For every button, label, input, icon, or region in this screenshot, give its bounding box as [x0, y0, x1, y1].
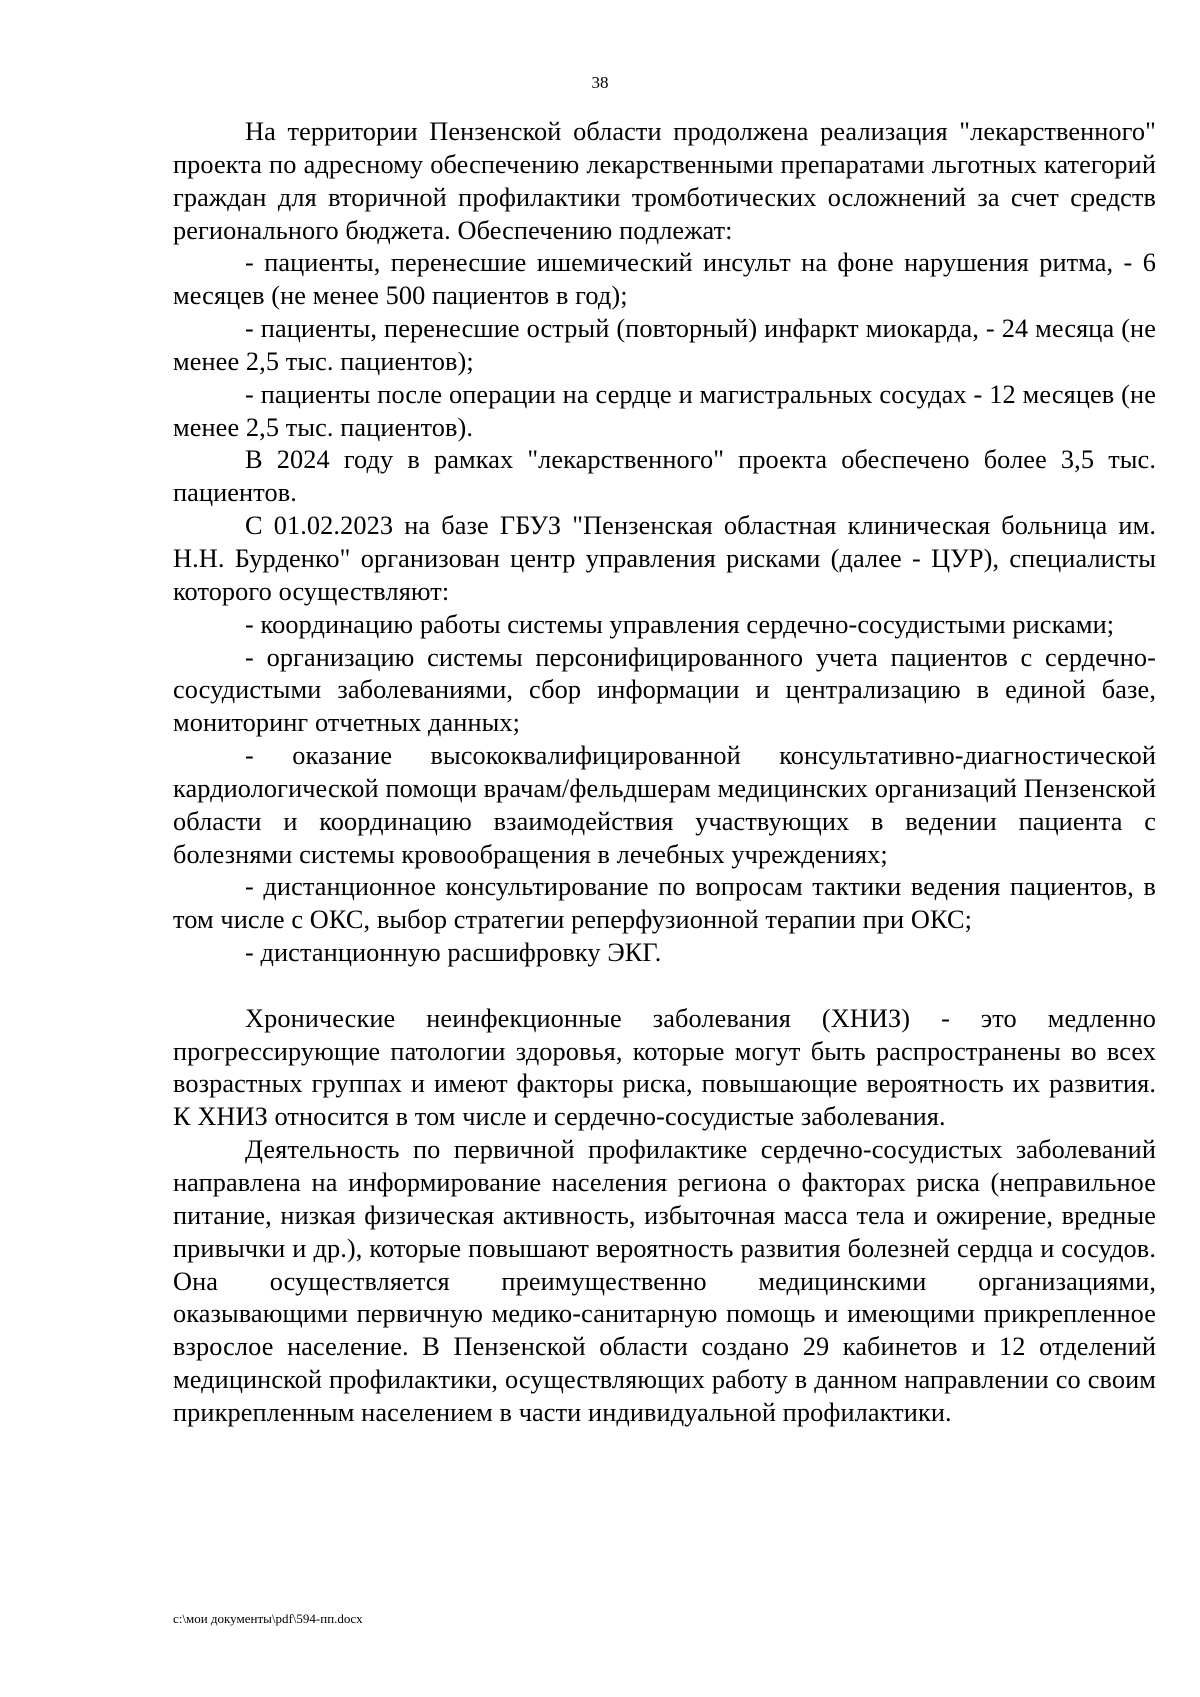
document-body	[173, 116, 1156, 1430]
list-item-ecg-decoding: - дистанционную расшифровку ЭКГ.	[245, 938, 662, 968]
paragraph-chronic-diseases: Хронические неинфекционные заболевания (ХНИЗ) - это медленно прогрессирующие патологии здоровья, которые могут быть распространены во всех возрастных группах и имеют факторы риска, повышающие вероятность их развития. К ХНИЗ относится в том числе и сердечно-сосудистые заболевания.	[173, 1003, 1156, 1132]
list-item-risk-coordination: - координацию работы системы управления сердечно-сосудистыми рисками;	[245, 609, 1115, 639]
paragraph-risk-center: С 01.02.2023 на базе ГБУЗ "Пензенская областная клиническая больница им. Н.Н. Бурденко" организован центр управления рисками (далее - ЦУР), специалисты которого осуществляют:	[173, 511, 1156, 606]
paragraph-primary-prevention: Деятельность по первичной профилактике сердечно-сосудистых заболеваний направлена на информирование населения региона о факторах риска (неправильное питание, низкая физическая активность, избыточная масса тела и ожирение, вредные привычки и др.), которые повышают вероятность развития болезней сердца и сосудов. Она осуществляется преимущественно медицинскими организациями, оказывающими первичную медико-санитарную помощь и имеющими прикрепленное взрослое население. В Пензенской области создано 29 кабинетов и 12 отделений медицинской профилактики, осуществляющих работу в данном направлении со своим прикрепленным населением в части индивидуальной профилактики.	[173, 1135, 1156, 1427]
list-item-stroke-patients: - пациенты, перенесшие ишемический инсульт на фоне нарушения ритма, - 6 месяцев (не менее 500 пациентов в год);	[173, 248, 1156, 311]
paragraph-2024-results: В 2024 году в рамках "лекарственного" проекта обеспечено более 3,5 тыс. пациентов.	[173, 445, 1156, 508]
list-item-remote-consulting: - дистанционное консультирование по вопросам тактики ведения пациентов, в том числе с ОКС, выбор стратегии реперфузионной терапии при ОКС;	[173, 872, 1156, 935]
list-item-infarction-patients: - пациенты, перенесшие острый (повторный) инфаркт миокарда, - 24 месяца (не менее 2,5 тыс. пациентов);	[173, 314, 1156, 376]
paragraph-drug-project: На территории Пензенской области продолжена реализация "лекарственного" проекта по адресному обеспечению лекарственными препаратами льготных категорий граждан для вторичной профилактики тромботических осложнений за счет средств регионального бюджета. Обеспечению подлежат:	[173, 117, 1156, 245]
list-item-surgery-patients: - пациенты после операции на сердце и магистральных сосудах - 12 месяцев (не менее 2,5 тыс. пациентов).	[173, 379, 1156, 442]
page-number: 38	[591, 73, 609, 92]
footer-file-path: c:\мои документы\pdf\594-пп.docx	[173, 1611, 363, 1626]
list-item-patient-registry: - организацию системы персонифицированного учета пациентов с сердечно-сосудистыми заболеваниями, сбор информации и централизацию в единой базе, мониторинг отчетных данных;	[173, 642, 1156, 738]
list-item-cardio-consulting: - оказание высококвалифицированной консультативно-диагностической кардиологической помощи врачам/фельдшерам медицинских организаций Пензенской области и координацию взаимодействия участвующих в ведении пациента с болезнями системы кровообращения в лечебных учреждениях;	[173, 741, 1156, 869]
